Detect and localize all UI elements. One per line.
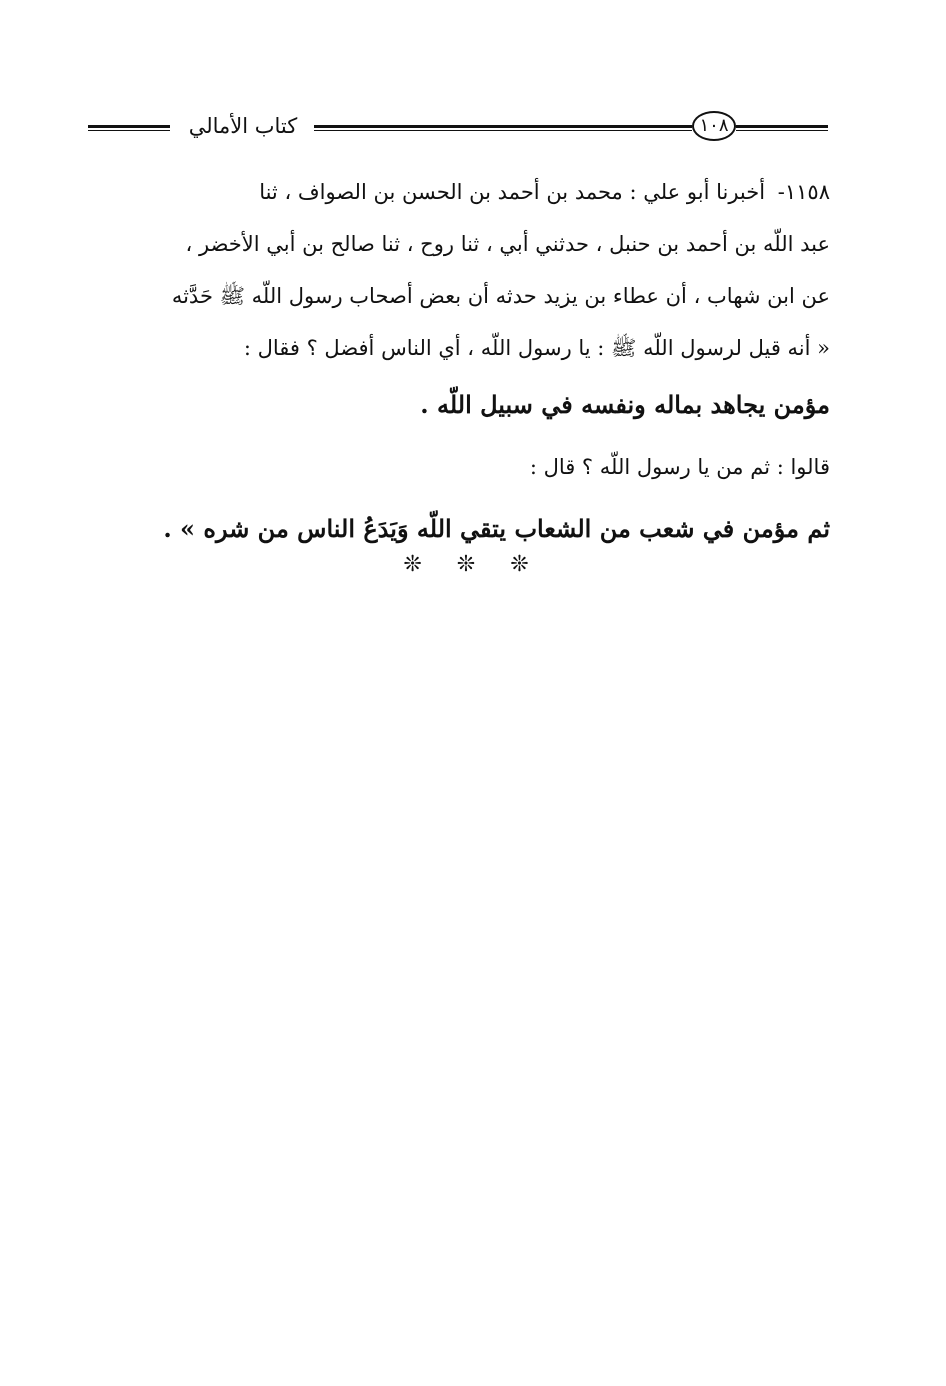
text-line xyxy=(92,166,830,218)
hadith-number: ١١٥٨- xyxy=(777,180,830,204)
text-line-2: عبد اللّه بن أحمد بن حنبل ، حدثني أبي ، ثنا روح ، ثنا صالح بن أبي الأخضر ، xyxy=(185,232,830,256)
header-rule-middle xyxy=(314,125,692,131)
section-separator: ❊ ❊ ❊ xyxy=(403,552,543,577)
text-line-4: « أنه قيل لرسول اللّه ﷺ : يا رسول اللّه ، أي الناس أفضل ؟ فقال : xyxy=(243,336,830,360)
running-header xyxy=(88,106,828,152)
header-rule-left xyxy=(88,125,170,131)
book-title: كتاب الأمالي xyxy=(188,114,298,138)
hadith-chain xyxy=(92,166,830,374)
prophet-answer-1: مؤمن يجاهد بماله ونفسه في سبيل اللّه . xyxy=(420,390,830,419)
hadith-text xyxy=(92,166,830,560)
text-line-3: عن ابن شهاب ، أن عطاء بن يزيد حدثه أن بعض أصحاب رسول اللّه ﷺ حَدَّثه xyxy=(171,284,830,308)
prophet-answer-2: ثم مؤمن في شعب من الشعاب يتقي اللّه وَيَدَعُ الناس من شره » . xyxy=(163,514,830,543)
companions-question: قالوا : ثم من يا رسول اللّه ؟ قال : xyxy=(529,455,830,479)
page-number: ١٠٨ xyxy=(692,111,736,141)
header-rule-right xyxy=(736,125,828,131)
text-line-1: أخبرنا أبو علي : محمد بن أحمد بن الحسن بن الصواف ، ثنا xyxy=(259,180,766,204)
